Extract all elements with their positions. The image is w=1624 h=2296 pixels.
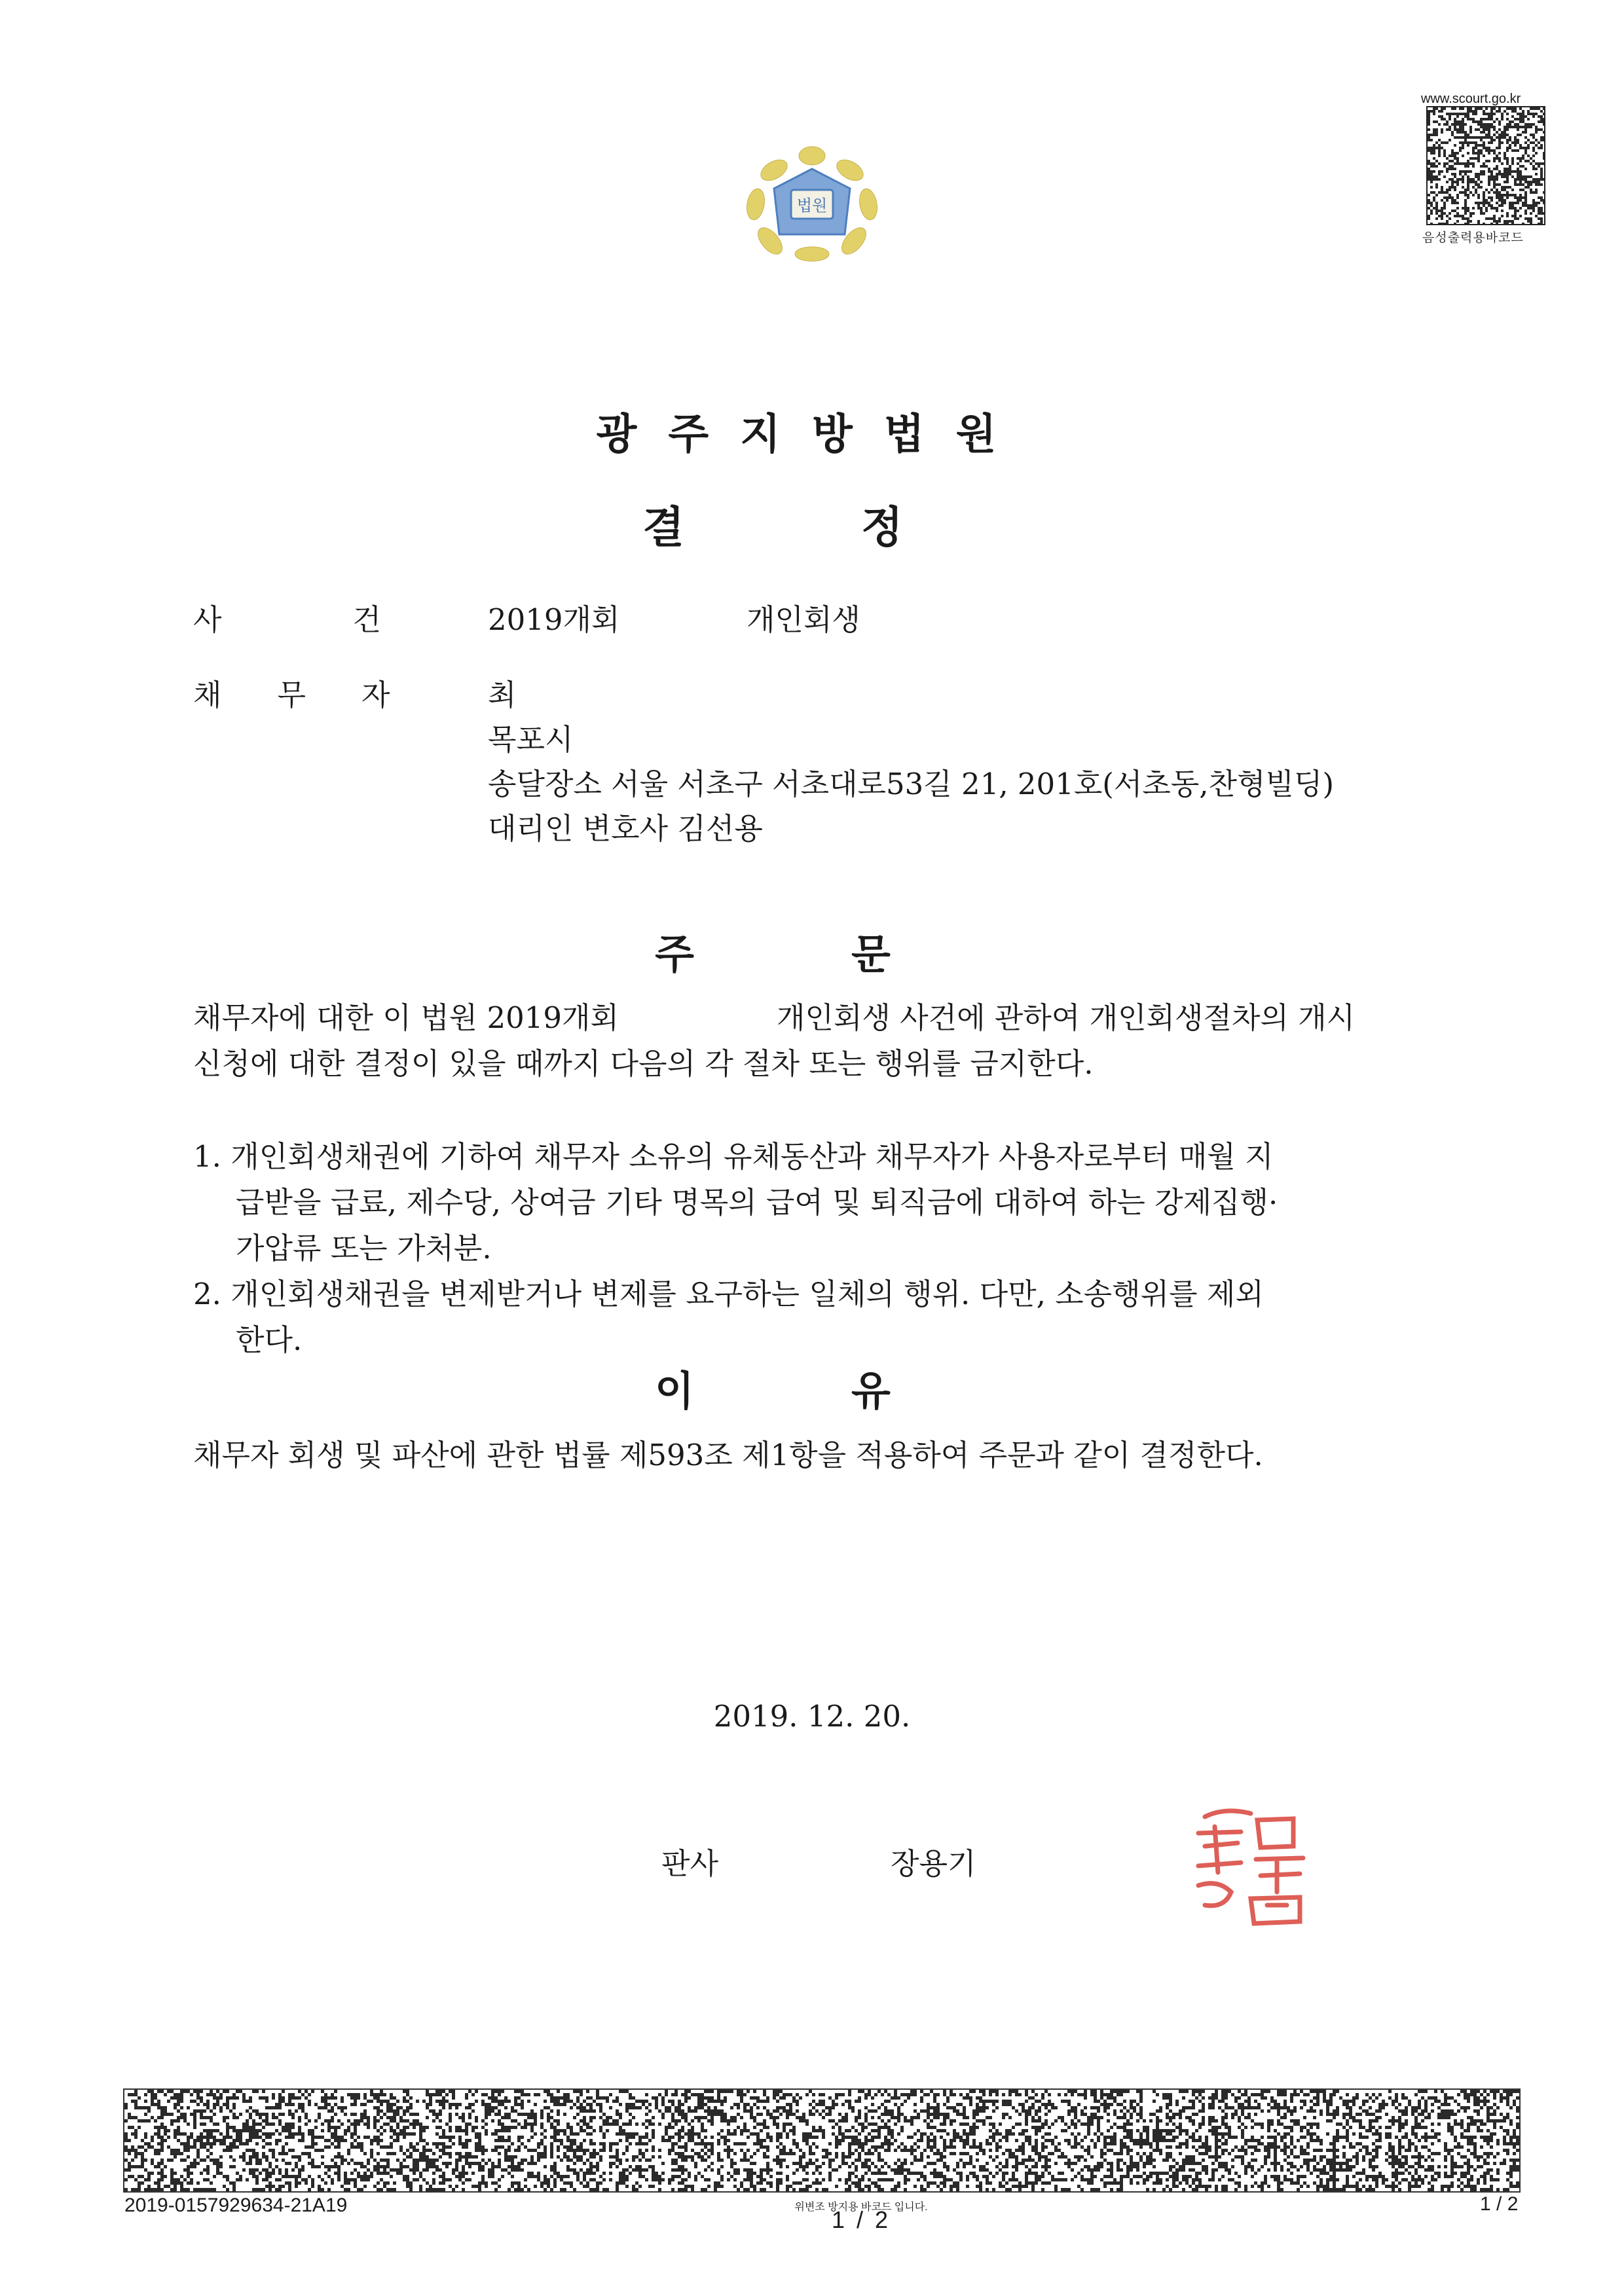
emblem-text: 법원	[796, 196, 828, 215]
document-number: 2019-0157929634-21A19	[124, 2195, 348, 2216]
decision-date: 2019. 12. 20.	[713, 1699, 911, 1734]
barcode-caption: 음성출력용바코드	[1422, 231, 1524, 245]
judge-title: 판사	[661, 1846, 718, 1881]
debtor-city: 목포시	[488, 722, 574, 757]
case-label: 사건	[193, 602, 512, 637]
order-item-1-line-1: 1. 개인회생채권에 기하여 채무자 소유의 유체동산과 채무자가 사용자로부터 매월 지	[193, 1139, 1274, 1174]
order-intro-part-1: 채무자에 대한 이 법원 2019개회	[193, 1000, 619, 1035]
voice-output-barcode	[1426, 106, 1545, 225]
barcode-url: www.scourt.go.kr	[1421, 92, 1521, 106]
page-number-right: 1 / 2	[1480, 2193, 1519, 2215]
order-heading: 주문	[655, 930, 1048, 978]
case-number: 2019개회	[488, 602, 620, 637]
order-item-2-line-1: 2. 개인회생채권을 변제받거나 변제를 요구하는 일체의 행위. 다만, 소송행위를 제외	[193, 1277, 1264, 1311]
court-emblem	[733, 144, 891, 262]
anti-forgery-barcode	[123, 2088, 1521, 2193]
reason-text: 채무자 회생 및 파산에 관한 법률 제593조 제1항을 적용하여 주문과 같이 결정한다.	[193, 1438, 1263, 1472]
court-name: 광주지방법원	[596, 410, 1028, 459]
debtor-name: 최	[488, 678, 517, 712]
debtor-agent: 대리인 변호사 김선용	[488, 811, 763, 846]
debtor-delivery-address: 송달장소 서울 서초구 서초대로53길 21, 201호(서초동,찬형빌딩)	[488, 767, 1334, 801]
judge-seal	[1179, 1794, 1323, 1931]
order-item-2-line-2: 한다.	[236, 1322, 303, 1357]
page-number-center: 1 / 2	[831, 2206, 891, 2233]
decision-title: 결정	[642, 502, 1080, 553]
order-intro-part-2: 개인회생 사건에 관하여 개인회생절차의 개시	[777, 1000, 1356, 1035]
judge-name: 장용기	[891, 1846, 976, 1881]
reason-heading: 이유	[655, 1367, 1048, 1415]
case-type: 개인회생	[747, 602, 860, 637]
anti-forgery-caption: 위변조 방지용 바코드 입니다.	[794, 2202, 928, 2213]
order-item-1-line-3: 가압류 또는 가처분.	[236, 1231, 492, 1266]
debtor-label: 채무자	[193, 678, 446, 712]
order-intro-line-2: 신청에 대한 결정이 있을 때까지 다음의 각 절차 또는 행위를 금지한다.	[193, 1046, 1094, 1081]
order-item-1-line-2: 급받을 급료, 제수당, 상여금 기타 명목의 급여 및 퇴직금에 대하여 하는 강제집행·	[236, 1185, 1278, 1220]
